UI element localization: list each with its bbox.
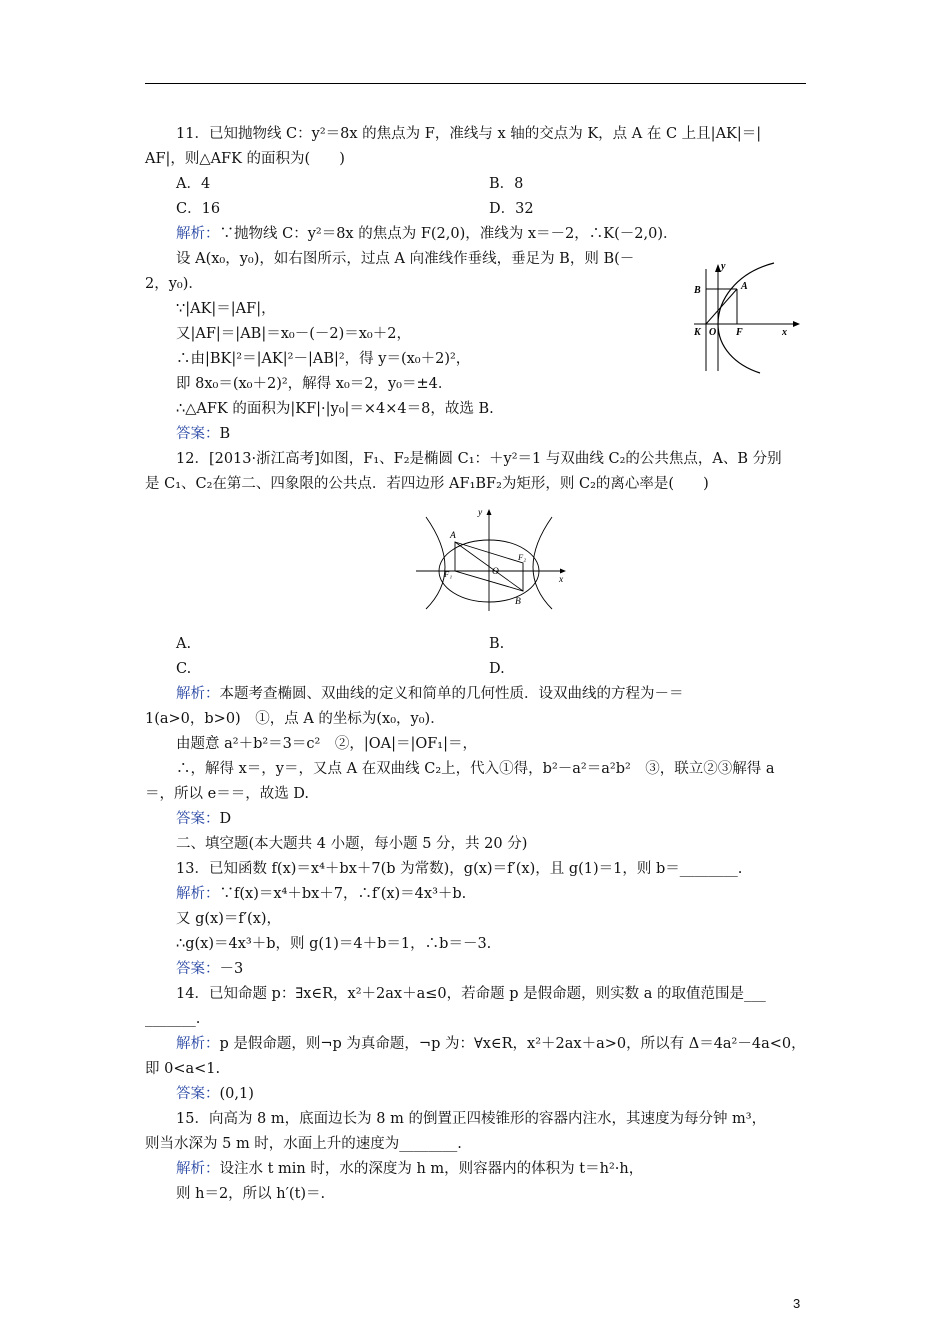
q14-solution-line2: 即 0<a<1.: [145, 1061, 221, 1077]
q15-solution-line2: 则 h＝2，所以 h′(t)＝.: [176, 1186, 326, 1202]
q11-segment-ka: [706, 289, 737, 324]
q11-parabola-curve: [718, 263, 774, 373]
q15-stem-line1: 15．向高为 8 m，底面边长为 8 m 的倒置正四棱锥形的容器内注水，其速度为每分钟 m³，: [176, 1111, 767, 1127]
q11-label-f: F: [736, 327, 743, 338]
header-rule: [145, 83, 806, 84]
q12-solution-line3: 由题意 a²＋b²＝3＝c² ②，|OA|＝|OF₁|＝，: [176, 736, 477, 752]
q13-stem: 13．已知函数 f(x)＝x⁴＋bx＋7(b 为常数)，g(x)＝f′(x)，且 g(1)＝1，则 b＝________.: [176, 861, 743, 877]
section-fill-in-heading: 二、填空题(本大题共 4 小题，每小题 5 分，共 20 分): [176, 836, 528, 852]
q12-option-c: C.: [176, 661, 192, 677]
q13-solution-line3: ∴g(x)＝4x³＋b，则 g(1)＝4＋b＝1，∴b＝－3.: [176, 936, 492, 952]
q12-solution-label: 解析：: [176, 686, 220, 702]
q12-hyperbola-right-branch: [533, 517, 552, 609]
q11-stem-line2: AF|，则△AFK 的面积为( ): [145, 151, 345, 167]
q13-answer: [176, 959, 243, 979]
q12-label-o: O: [492, 567, 499, 577]
q12-answer: [176, 809, 231, 829]
q14-solution-text1: p 是假命题，则¬p 为真命题，¬p 为：∀x∈R，x²＋2ax＋a>0，所以有 Δ＝4a²－4a<0，: [219, 1036, 806, 1052]
q14-solution-line1: [176, 1034, 806, 1054]
q11-solution-label: 解析：: [176, 226, 220, 242]
q12-option-d: D.: [489, 661, 505, 677]
q11-option-c: C．16: [176, 201, 221, 217]
q13-answer-value: －3: [219, 961, 244, 977]
q12-hyperbola-left-branch: [426, 517, 445, 609]
q12-solution-line4: ∴，解得 x＝，y＝，又点 A 在双曲线 C₂上，代入①得，b²－a²＝a²b² ③，联立②③解得 a: [176, 761, 775, 777]
q15-stem-line2: 则当水深为 5 m 时，水面上升的速度为________.: [145, 1136, 462, 1152]
q12-stem-line2: 是 C₁、C₂在第二、四象限的公共点．若四边形 AF₁BF₂为矩形，则 C₂的离心率是( ): [145, 476, 709, 492]
q11-solution-line8: ∴△AFK 的面积为|KF|·|y₀|＝×4×4＝8，故选 B.: [176, 401, 494, 417]
q11-label-y: y: [721, 261, 726, 272]
q11-option-b: B．8: [489, 176, 524, 192]
q14-answer: [176, 1084, 254, 1104]
q11-solution-line6: ∴由|BK|²＝|AK|²－|AB|²，得 y＝(x₀＋2)²，: [176, 351, 471, 367]
q14-stem-line2: _______.: [145, 1011, 201, 1027]
q12-y-arrow: [487, 509, 492, 515]
q12-answer-value: D: [219, 811, 232, 827]
q14-stem-line1: 14．已知命题 p：∃x∈R，x²＋2ax＋a≤0，若命题 p 是假命题，则实数 a 的取值范围是___: [176, 986, 766, 1002]
q12-solution-line5: ＝，所以 e＝＝，故选 D.: [145, 786, 310, 802]
q13-solution-line2: 又 g(x)＝f′(x)，: [176, 911, 282, 927]
q11-solution-line3: 2，y₀)．: [145, 276, 203, 292]
q15-solution-line1: [176, 1159, 643, 1179]
q11-x-arrow: [793, 321, 800, 327]
page-number: 3: [793, 1296, 801, 1311]
q11-stem-line1: 11．已知抛物线 C：y²＝8x 的焦点为 F，准线与 x 轴的交点为 K，点 A 在 C 上且|AK|＝|: [176, 126, 762, 142]
q11-label-x: x: [782, 327, 787, 338]
q13-solution-line1: [176, 884, 466, 904]
q11-label-o: O: [709, 327, 717, 338]
q14-answer-label: 答案：: [176, 1086, 220, 1102]
q12-stem-line1: 12．[2013·浙江高考]如图，F₁、F₂是椭圆 C₁：＋y²＝1 与双曲线 C₂的公共焦点，A、B 分别: [176, 451, 782, 467]
q11-option-d: D．32: [489, 201, 534, 217]
q11-option-a: A．4: [176, 176, 211, 192]
q12-x-arrow: [560, 569, 566, 574]
q11-solution-line5: 又|AF|＝|AB|＝x₀－(－2)＝x₀＋2，: [176, 326, 411, 342]
q12-option-b: B.: [489, 636, 505, 652]
q11-parabola-figure: [690, 255, 805, 375]
q12-label-f1: F₁: [444, 569, 453, 579]
q11-solution-text1: ∵抛物线 C：y²＝8x 的焦点为 F(2,0)，准线为 x＝－2，∴K(－2,0)．: [219, 226, 678, 242]
q12-answer-label: 答案：: [176, 811, 220, 827]
q15-solution-text1: 设注水 t min 时，水的深度为 h m，则容器内的体积为 t＝h²·h，: [219, 1161, 644, 1177]
q11-solution-line4: ∵|AK|＝|AF|，: [176, 301, 276, 317]
q11-solution-line7: 即 8x₀＝(x₀＋2)²，解得 x₀＝2，y₀＝±4．: [176, 376, 453, 392]
q11-solution-line1: [176, 224, 677, 244]
q15-solution-label: 解析：: [176, 1161, 220, 1177]
q13-solution-label: 解析：: [176, 886, 220, 902]
q13-answer-label: 答案：: [176, 961, 220, 977]
q11-answer: [176, 424, 230, 444]
q11-answer-label: 答案：: [176, 426, 220, 442]
q11-solution-line2: 设 A(x₀，y₀)，如右图所示，过点 A 向准线作垂线，垂足为 B，则 B(－: [176, 251, 635, 267]
q12-solution-line1: [176, 684, 684, 704]
q14-answer-value: (0,1): [219, 1086, 254, 1102]
q11-label-b: B: [694, 285, 701, 296]
q11-answer-value: B: [219, 426, 231, 442]
q12-label-a: A: [450, 531, 456, 541]
q12-solution-text1: 本题考查椭圆、双曲线的定义和简单的几何性质．设双曲线的方程为－＝: [219, 686, 684, 702]
q12-label-y: y: [478, 508, 483, 518]
q12-label-x: x: [559, 575, 564, 585]
q12-ellipse-hyperbola-figure: [412, 505, 572, 615]
q12-solution-line2: 1(a>0，b>0) ①，点 A 的坐标为(x₀，y₀)．: [145, 711, 445, 727]
q12-label-b: B: [515, 597, 521, 607]
q11-label-k: K: [694, 327, 701, 338]
q12-option-a: A.: [176, 636, 192, 652]
q11-label-a: A: [741, 281, 748, 292]
q13-solution-text1: ∵f(x)＝x⁴＋bx＋7，∴f′(x)＝4x³＋b.: [219, 886, 467, 902]
q14-solution-label: 解析：: [176, 1036, 220, 1052]
q12-label-f2: F₂: [518, 552, 527, 562]
